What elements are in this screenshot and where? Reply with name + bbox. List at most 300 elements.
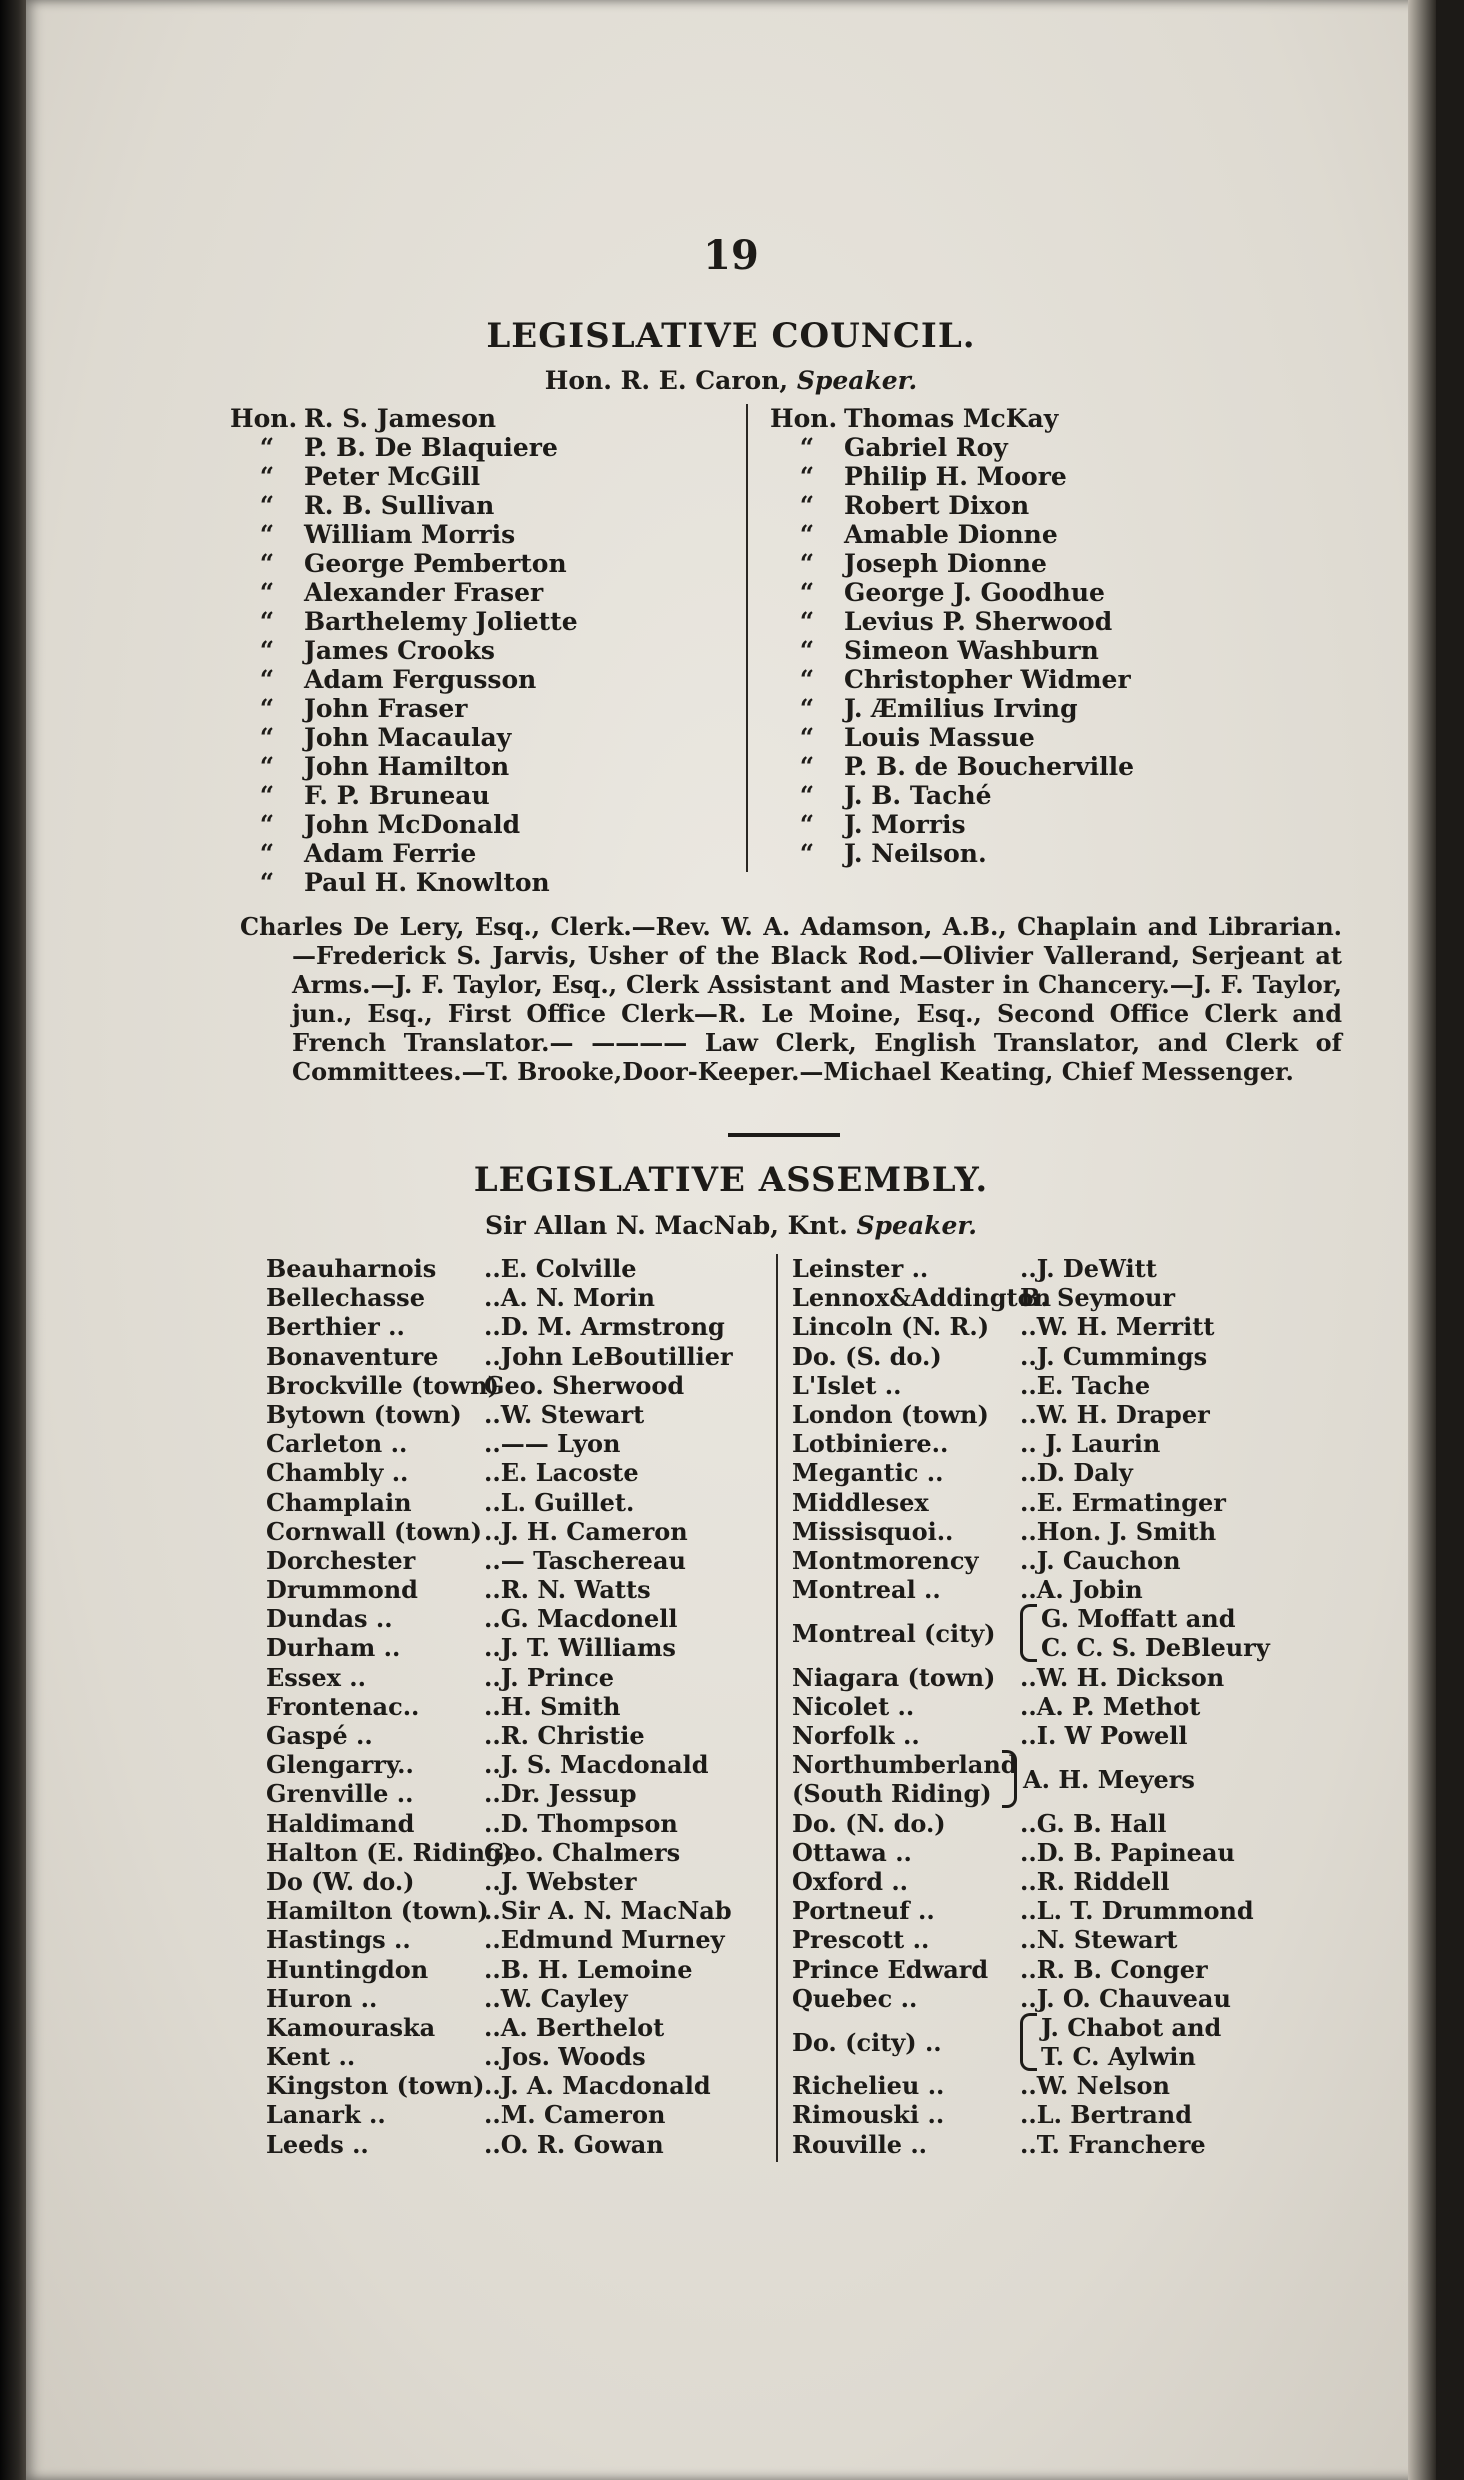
member-name: ..J. Cummings	[1020, 1341, 1208, 1371]
constituency-row	[792, 1896, 1270, 1925]
constituency-row	[266, 1896, 733, 1925]
brace-mark	[1020, 2013, 1037, 2071]
constituency-name: Megantic ..	[792, 1458, 944, 1488]
council-member-row	[230, 868, 578, 897]
constituency-row	[266, 1604, 733, 1633]
constituency-name: Dundas ..	[266, 1604, 393, 1634]
ditto-mark: “	[799, 491, 815, 520]
council-member-row	[230, 433, 578, 462]
constituency-row	[266, 1254, 733, 1283]
ditto-mark: “	[799, 462, 815, 491]
constituency-row	[792, 1867, 1270, 1896]
ditto-mark: “	[799, 723, 815, 752]
constituency-name: Rouville ..	[792, 2129, 928, 2159]
constituency-row	[792, 1575, 1270, 1604]
member-name: ..D. B. Papineau	[1020, 1837, 1235, 1867]
member-name: ..Edmund Murney	[484, 1925, 725, 1955]
member-name: C. C. S. DeBleury	[1041, 1633, 1270, 1663]
member-name: ..E. Tache	[1020, 1370, 1151, 1400]
member-name: ..L. T. Drummond	[1020, 1896, 1254, 1926]
member-name: ..J. Webster	[484, 1866, 637, 1896]
constituency-name: Carleton ..	[266, 1429, 408, 1459]
constituency-row	[792, 1371, 1270, 1400]
council-member-row	[770, 723, 1134, 752]
council-member-name: R. S. Jameson	[304, 404, 497, 433]
constituency-row	[266, 2100, 733, 2129]
constituency-name: Huntingdon	[266, 1954, 429, 1984]
constituency-name: Leinster ..	[792, 1254, 929, 1283]
council-member-name: Amable Dionne	[844, 520, 1058, 549]
constituency-row	[266, 1955, 733, 1984]
honorific: Hon.	[230, 404, 298, 433]
member-names	[1041, 2013, 1221, 2071]
constituency-row	[266, 1400, 733, 1429]
ditto-mark: “	[799, 839, 815, 868]
council-member-name: Adam Fergusson	[304, 665, 537, 694]
council-member-row	[770, 810, 1134, 839]
page-content	[26, 0, 1436, 2480]
constituency-name: Grenville ..	[266, 1779, 414, 1809]
council-member-name: J. Neilson.	[844, 839, 987, 868]
council-member-row	[770, 404, 1134, 433]
council-member-row	[230, 781, 578, 810]
constituency-name: Lennox&Addington	[792, 1283, 1052, 1313]
constituency-name-line: Northumberland	[792, 1750, 1018, 1780]
constituency-row	[266, 1575, 733, 1604]
section-divider	[728, 1133, 840, 1137]
council-member-name: George Pemberton	[304, 549, 567, 578]
council-member-name: Alexander Fraser	[304, 578, 544, 607]
member-name: ..R. Riddell	[1020, 1866, 1170, 1896]
constituency-row	[792, 1312, 1270, 1341]
brace-mark	[1002, 1750, 1017, 1808]
honorific: Hon.	[770, 404, 838, 433]
council-column-divider	[746, 404, 748, 872]
assembly-column-divider	[776, 1254, 778, 2162]
council-member-name: Paul H. Knowlton	[304, 868, 550, 897]
council-member-name: Simeon Washburn	[844, 636, 1099, 665]
member-name: ..H. Smith	[484, 1691, 621, 1721]
constituency-row	[266, 2042, 733, 2071]
constituency-row	[792, 1488, 1270, 1517]
ditto-mark: “	[259, 607, 275, 636]
council-member-row	[770, 549, 1134, 578]
council-member-row	[770, 607, 1134, 636]
council-member-row	[770, 578, 1134, 607]
member-name: ..M. Cameron	[484, 2100, 666, 2130]
constituency-name: Huron ..	[266, 1983, 378, 2013]
council-left-column	[230, 404, 578, 897]
constituency-row	[266, 1925, 733, 1954]
member-name: ..J. Cauchon	[1020, 1545, 1181, 1575]
council-member-name: P. B. De Blaquiere	[304, 433, 558, 462]
constituency-row	[266, 1633, 733, 1662]
member-name: ..Hon. J. Smith	[1020, 1516, 1217, 1546]
assembly-speaker-name: Sir Allan N. MacNab, Knt.	[485, 1211, 848, 1240]
constituency-name: Bonaventure	[266, 1341, 439, 1371]
council-officers: Charles De Lery, Esq., Clerk.—Rev. W. A. Adamson, A.B., Chaplain and Librarian.—Frederick S. Jarvis, Usher of the Black Rod.—Olivier Vallerand, Serjeant at Arms.—J. F. Taylor, Esq., Clerk Assistant and Master in Chancery.—J. F. Taylor, jun., Esq., First Office Clerk—R. Le Moine, Esq., Second Office Clerk and French Translator.— ———— Law Clerk, English Translator, and Clerk of Committees.—T. Brooke,Door-Keeper.—Michael Keating, Chief Messenger.	[240, 912, 1342, 1086]
council-member-name: Barthelemy Joliette	[304, 607, 578, 636]
council-member-name: Levius P. Sherwood	[844, 607, 1113, 636]
constituency-name: Frontenac..	[266, 1691, 420, 1721]
constituency-name: Nicolet ..	[792, 1691, 915, 1721]
council-speaker	[26, 366, 1436, 395]
council-member-name: J. Morris	[844, 810, 966, 839]
member-name: ..J. O. Chauveau	[1020, 1983, 1231, 2013]
council-member-name: George J. Goodhue	[844, 578, 1105, 607]
council-member-row	[770, 694, 1134, 723]
constituency-row	[792, 2130, 1270, 2159]
constituency-name: Lotbiniere..	[792, 1429, 949, 1459]
member-name: T. C. Aylwin	[1041, 2042, 1196, 2072]
member-name: ..John LeBoutillier	[484, 1341, 733, 1371]
council-member-row	[230, 665, 578, 694]
constituency-name: Quebec ..	[792, 1983, 918, 2013]
constituency-name: Montmorency	[792, 1545, 979, 1575]
council-member-name: J. Æmilius Irving	[844, 694, 1078, 723]
ditto-mark: “	[259, 578, 275, 607]
constituency-row	[792, 2100, 1270, 2129]
member-name: ..N. Stewart	[1020, 1925, 1178, 1955]
member-name: .. J. Laurin	[1020, 1429, 1161, 1459]
council-member-name: John McDonald	[304, 810, 521, 839]
constituency-name: Ottawa ..	[792, 1837, 912, 1867]
council-member-name: Gabriel Roy	[844, 433, 1008, 462]
constituency-row	[792, 1517, 1270, 1546]
ditto-mark: “	[259, 462, 275, 491]
member-name: A. H. Meyers	[1023, 1764, 1195, 1794]
constituency-name: Chambly ..	[266, 1458, 409, 1488]
constituency-row	[792, 1342, 1270, 1371]
constituency-name: Essex ..	[266, 1662, 366, 1692]
constituency-name: Montreal ..	[792, 1575, 941, 1605]
constituency-row	[266, 1779, 733, 1808]
constituency-row	[792, 1925, 1270, 1954]
constituency-name: Do (W. do.)	[266, 1866, 415, 1896]
constituency-row	[792, 1692, 1270, 1721]
member-name: ..J. Prince	[484, 1662, 615, 1692]
council-right-column	[770, 404, 1134, 868]
ditto-mark: “	[799, 752, 815, 781]
member-name: ..W. Nelson	[1020, 2071, 1170, 2101]
council-title: LEGISLATIVE COUNCIL.	[486, 316, 976, 356]
council-member-row	[230, 723, 578, 752]
constituency-row	[792, 1809, 1270, 1838]
council-member-row	[770, 636, 1134, 665]
ditto-mark: “	[259, 520, 275, 549]
constituency-name: Leeds ..	[266, 2129, 369, 2159]
constituency-name: Portneuf ..	[792, 1896, 935, 1926]
constituency-name: Niagara (town)	[792, 1662, 996, 1692]
member-name: ..D. Daly	[1020, 1458, 1133, 1488]
constituency-name: Berthier ..	[266, 1312, 405, 1342]
member-name: ..J. T. Williams	[484, 1633, 676, 1663]
constituency-row	[792, 1663, 1270, 1692]
council-member-row	[770, 520, 1134, 549]
constituency-row	[266, 1809, 733, 1838]
member-name: ..W. Stewart	[484, 1399, 645, 1429]
constituency-row	[266, 1312, 733, 1341]
constituency-row	[266, 1371, 733, 1400]
ditto-mark: “	[799, 607, 815, 636]
constituency-name: Champlain	[266, 1487, 412, 1517]
constituency-name: Oxford ..	[792, 1866, 909, 1896]
constituency-row	[792, 1604, 1270, 1662]
constituency-name: Rimouski ..	[792, 2100, 945, 2130]
constituency-row	[266, 2071, 733, 2100]
council-member-row	[770, 491, 1134, 520]
council-member-name: John Fraser	[304, 694, 468, 723]
constituency-row	[792, 1838, 1270, 1867]
member-name: ..R. N. Watts	[484, 1575, 651, 1605]
constituency-row	[792, 1955, 1270, 1984]
assembly-speaker-role: Speaker.	[856, 1211, 977, 1240]
constituency-row	[792, 1546, 1270, 1575]
ditto-mark: “	[799, 810, 815, 839]
constituency-name: Do. (S. do.)	[792, 1341, 942, 1371]
constituency-name: Haldimand	[266, 1808, 415, 1838]
council-member-name: William Morris	[304, 520, 516, 549]
assembly-right-column	[792, 1254, 1270, 2159]
constituency-name: Montreal (city)	[792, 1618, 996, 1648]
constituency-row	[266, 1342, 733, 1371]
council-member-name: Louis Massue	[844, 723, 1035, 752]
member-name: ..— Taschereau	[484, 1545, 686, 1575]
ditto-mark: “	[799, 781, 815, 810]
ditto-mark: “	[259, 752, 275, 781]
member-name: ..J. S. Macdonald	[484, 1750, 709, 1780]
ditto-mark: “	[799, 578, 815, 607]
constituency-name: Missisquoi..	[792, 1516, 954, 1546]
member-name: ..W. Cayley	[484, 1983, 628, 2013]
constituency-row	[266, 1663, 733, 1692]
assembly-speaker	[26, 1211, 1436, 1240]
council-member-row	[230, 694, 578, 723]
member-name: B. Seymour	[1020, 1283, 1176, 1313]
member-name: ..R. B. Conger	[1020, 1954, 1208, 1984]
council-member-name: R. B. Sullivan	[304, 491, 495, 520]
council-member-name: Joseph Dionne	[844, 549, 1047, 578]
council-member-name: F. P. Bruneau	[304, 781, 490, 810]
constituency-name: Glengarry..	[266, 1750, 414, 1780]
council-member-row	[230, 636, 578, 665]
ditto-mark: “	[799, 636, 815, 665]
constituency-name: Lincoln (N. R.)	[792, 1312, 990, 1342]
constituency-name: Gaspé ..	[266, 1721, 373, 1750]
member-name: ..J. A. Macdonald	[484, 2071, 711, 2101]
constituency-row	[266, 1458, 733, 1487]
ditto-mark: “	[259, 433, 275, 462]
member-name: ..—— Lyon	[484, 1429, 621, 1459]
council-speaker-role: Speaker.	[796, 366, 918, 395]
ditto-mark: “	[259, 810, 275, 839]
constituency-row	[266, 1721, 733, 1750]
council-member-name: Philip H. Moore	[844, 462, 1067, 491]
council-member-name: Thomas McKay	[844, 404, 1059, 433]
constituency-name: Kent ..	[266, 2042, 356, 2072]
member-name: ..E. Ermatinger	[1020, 1487, 1226, 1517]
council-member-row	[230, 549, 578, 578]
member-name: ..A. Berthelot	[484, 2012, 665, 2042]
member-name: ..Sir A. N. MacNab	[484, 1896, 732, 1926]
assembly-left-column	[266, 1254, 733, 2159]
ditto-mark: “	[259, 839, 275, 868]
constituency-row	[792, 1429, 1270, 1458]
ditto-mark: “	[259, 636, 275, 665]
ditto-mark: “	[799, 665, 815, 694]
council-member-row	[230, 607, 578, 636]
council-member-name: James Crooks	[304, 636, 495, 665]
council-member-row	[770, 839, 1134, 868]
council-member-row	[230, 839, 578, 868]
constituency-name: London (town)	[792, 1399, 989, 1429]
member-name: ..T. Franchere	[1020, 2129, 1206, 2159]
constituency-row	[266, 1838, 733, 1867]
member-name: ..R. Christie	[484, 1721, 645, 1750]
constituency-row	[266, 1692, 733, 1721]
constituency-name: Cornwall (town)	[266, 1516, 482, 1546]
council-member-row	[770, 462, 1134, 491]
council-member-row	[230, 752, 578, 781]
member-name: ..G. Macdonell	[484, 1604, 678, 1634]
constituency-name: Kamouraska	[266, 2012, 436, 2042]
page-number: 19	[703, 232, 759, 279]
ditto-mark: “	[259, 491, 275, 520]
member-name: ..O. R. Gowan	[484, 2129, 664, 2159]
constituency-row	[792, 2071, 1270, 2100]
member-name: ..A. N. Morin	[484, 1283, 655, 1313]
constituency-name: Kingston (town)	[266, 2071, 485, 2101]
constituency-row	[266, 1867, 733, 1896]
ditto-mark: “	[259, 694, 275, 723]
member-name: ..Jos. Woods	[484, 2042, 646, 2072]
constituency-name: L'Islet ..	[792, 1370, 902, 1400]
constituency-row	[792, 1750, 1270, 1808]
council-member-row	[230, 810, 578, 839]
constituency-row	[792, 1721, 1270, 1750]
council-member-row	[770, 752, 1134, 781]
constituency-row	[792, 2013, 1270, 2071]
constituency-row	[792, 1283, 1270, 1312]
council-member-row	[230, 404, 578, 433]
council-member-name: John Hamilton	[304, 752, 510, 781]
constituency-name: Richelieu ..	[792, 2071, 945, 2101]
member-name: ..D. M. Armstrong	[484, 1312, 725, 1342]
council-member-name: Robert Dixon	[844, 491, 1030, 520]
ditto-mark: “	[259, 549, 275, 578]
constituency-row	[792, 1984, 1270, 2013]
assembly-title: LEGISLATIVE ASSEMBLY.	[473, 1160, 989, 1200]
brace-mark	[1020, 1604, 1037, 1662]
council-member-name: John Macaulay	[304, 723, 512, 752]
constituency-row	[266, 1488, 733, 1517]
ditto-mark: “	[259, 723, 275, 752]
member-name: G. Moffatt and	[1041, 1604, 1236, 1634]
council-member-name: P. B. de Boucherville	[844, 752, 1135, 781]
constituency-name: Middlesex	[792, 1487, 929, 1517]
constituency-row	[266, 1984, 733, 2013]
constituency-name: Bytown (town)	[266, 1399, 462, 1429]
member-name: ..W. H. Draper	[1020, 1399, 1210, 1429]
council-member-row	[230, 491, 578, 520]
council-member-name: Adam Ferrie	[304, 839, 477, 868]
ditto-mark: “	[259, 781, 275, 810]
constituency-name: Halton (E. Riding)	[266, 1837, 514, 1867]
ditto-mark: “	[799, 549, 815, 578]
constituency-row	[266, 1517, 733, 1546]
ditto-mark: “	[799, 433, 815, 462]
constituency-name-line: (South Riding)	[792, 1779, 992, 1809]
constituency-name: Do. (N. do.)	[792, 1808, 946, 1838]
constituency-row	[792, 1458, 1270, 1487]
council-member-name: Peter McGill	[304, 462, 481, 491]
constituency-row	[266, 1546, 733, 1575]
constituency-name: Durham ..	[266, 1633, 401, 1663]
constituency-row	[792, 1254, 1270, 1283]
constituency-row	[266, 1429, 733, 1458]
member-name: ..G. B. Hall	[1020, 1808, 1167, 1838]
constituency-name: Brockville (town)	[266, 1370, 500, 1400]
member-name: ..E. Lacoste	[484, 1458, 639, 1488]
constituency-row	[266, 2013, 733, 2042]
member-name: ..I. W Powell	[1020, 1721, 1188, 1751]
member-name: ..W. H. Merritt	[1020, 1312, 1215, 1342]
constituency-name: Norfolk ..	[792, 1721, 920, 1751]
ditto-mark: “	[259, 868, 275, 897]
constituency-name: Hamilton (town)	[266, 1896, 489, 1926]
member-name: ..D. Thompson	[484, 1808, 678, 1838]
member-name: ..W. H. Dickson	[1020, 1662, 1225, 1692]
constituency-name: Do. (city) ..	[792, 2027, 942, 2057]
council-member-row	[230, 578, 578, 607]
member-name: ..Dr. Jessup	[484, 1779, 637, 1809]
constituency-row	[266, 1283, 733, 1312]
member-name: ..E. Colville	[484, 1254, 637, 1283]
book-spine	[0, 0, 26, 2480]
constituency-row	[266, 1750, 733, 1779]
member-name: ..J. H. Cameron	[484, 1516, 688, 1546]
constituency-row	[792, 1400, 1270, 1429]
member-name: ..J. DeWitt	[1020, 1254, 1157, 1283]
member-name: J. Chabot and	[1041, 2012, 1222, 2042]
member-name: ..A. P. Methot	[1020, 1691, 1201, 1721]
council-member-name: J. B. Taché	[844, 781, 992, 810]
constituency-row	[266, 2130, 733, 2159]
council-speaker-name: Hon. R. E. Caron,	[544, 366, 789, 395]
constituency-name	[792, 1750, 1018, 1809]
ditto-mark: “	[799, 694, 815, 723]
council-member-row	[770, 433, 1134, 462]
constituency-name: Lanark ..	[266, 2100, 386, 2130]
member-name: Geo. Chalmers	[484, 1837, 681, 1867]
constituency-name: Drummond	[266, 1575, 418, 1605]
constituency-name: Prescott ..	[792, 1925, 930, 1955]
constituency-name: Beauharnois	[266, 1254, 437, 1283]
member-name: Geo. Sherwood	[484, 1370, 685, 1400]
ditto-mark: “	[799, 520, 815, 549]
council-member-row	[770, 665, 1134, 694]
constituency-name: Hastings ..	[266, 1925, 411, 1955]
ditto-mark: “	[259, 665, 275, 694]
member-name: ..L. Bertrand	[1020, 2100, 1193, 2130]
member-name: ..L. Guillet.	[484, 1487, 635, 1517]
member-name: ..B. H. Lemoine	[484, 1954, 693, 1984]
constituency-name: Bellechasse	[266, 1283, 425, 1313]
member-names	[1041, 1604, 1270, 1662]
constituency-name: Dorchester	[266, 1545, 416, 1575]
council-member-name: Christopher Widmer	[844, 665, 1131, 694]
council-member-row	[230, 462, 578, 491]
